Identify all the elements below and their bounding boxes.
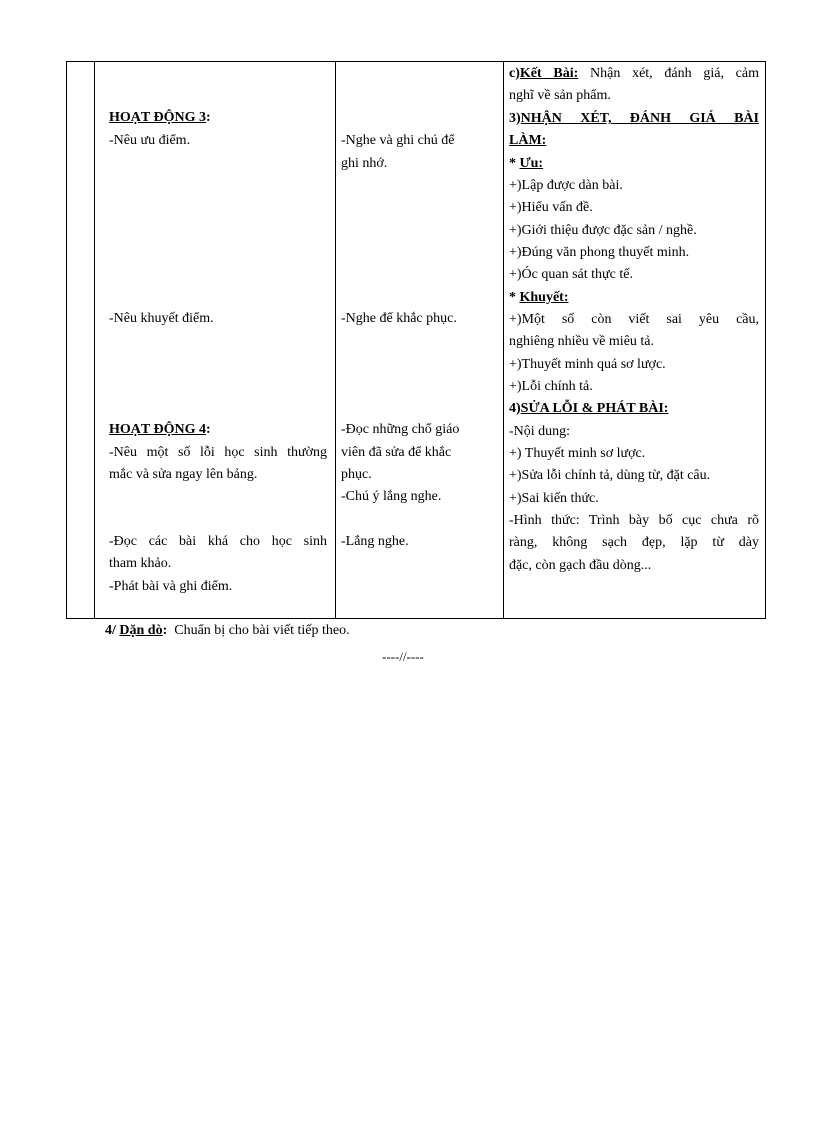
conclusion-cont: nghĩ về sản phẩm.: [509, 88, 611, 103]
weakness-item: +)Một số còn viết sai yêu cầu,: [509, 312, 759, 327]
strength-item: +)Lập được dàn bài.: [509, 178, 623, 193]
column-divider-1: [94, 62, 95, 618]
weakness-item: +)Thuyết minh quá sơ lược.: [509, 357, 666, 372]
activity-4-item-1-cont: mắc và sửa ngay lên bảng.: [109, 467, 258, 482]
activity-4-item-1: -Nêu một số lỗi học sinh thường: [109, 445, 327, 460]
weakness-item: +)Lỗi chính tả.: [509, 379, 593, 394]
student-item-1-cont: ghi nhớ.: [341, 156, 388, 171]
content-item: +) Thuyết minh sơ lược.: [509, 446, 646, 461]
student-item-4: -Chú ý lắng nghe.: [341, 489, 442, 504]
homework-note: 4/ Dặn dò: Chuẩn bị cho bài viết tiếp theo.: [105, 623, 350, 638]
student-item-3: -Đọc những chổ giáo: [341, 422, 460, 437]
activity-4-item-2-cont: tham khảo.: [109, 556, 172, 571]
strength-item: +)Hiểu vấn đề.: [509, 200, 593, 215]
end-separator: ----//----: [382, 649, 424, 664]
activity-3-strengths: -Nêu ưu điểm.: [109, 133, 191, 148]
content-item: +)Sửa lỗi chính tả, dùng từ, đặt câu.: [509, 468, 711, 483]
content-label: -Nội dung:: [509, 424, 571, 439]
student-item-3-cont: viên đã sửa để khắc: [341, 445, 452, 460]
strength-item: +)Óc quan sát thực tế.: [509, 267, 633, 282]
weakness-item-cont: nghiêng nhiều về miêu tả.: [509, 334, 655, 349]
student-item-1: -Nghe và ghi chú để: [341, 133, 455, 148]
column-divider-3: [503, 62, 504, 618]
strength-item: +)Đúng văn phong thuyết minh.: [509, 245, 690, 260]
activity-4-heading: HOẠT ĐỘNG 4:: [109, 422, 211, 437]
activity-3-heading: HOẠT ĐỘNG 3:: [109, 110, 211, 125]
conclusion-line: c)Kết Bài: Nhận xét, đánh giá, cảm: [509, 66, 760, 81]
content-item: +)Sai kiến thức.: [509, 491, 599, 506]
section-3-title: 3)NHẬN XÉT, ĐÁNH GIÁ BÀI: [509, 111, 759, 126]
activity-4-item-2: -Đọc các bài khá cho học sinh: [109, 534, 327, 549]
strengths-label: * Ưu:: [509, 156, 544, 171]
activity-3-weaknesses: -Nêu khuyết điểm.: [109, 311, 214, 326]
lesson-table: [66, 61, 766, 619]
student-item-5: -Lắng nghe.: [341, 534, 409, 549]
student-item-2: -Nghe để khắc phục.: [341, 311, 457, 326]
weaknesses-label: * Khuyết:: [509, 290, 569, 305]
format-line-cont2: đặc, còn gạch đầu dòng...: [509, 558, 652, 573]
column-divider-2: [335, 62, 336, 618]
format-line-cont: ràng, không sạch đẹp, lặp từ dày: [509, 535, 759, 550]
format-line: -Hình thức: Trình bày bố cục chưa rõ: [509, 513, 759, 528]
strength-item: +)Giới thiệu được đặc sản / nghề.: [509, 223, 697, 238]
section-3-title-cont: LÀM:: [509, 133, 547, 148]
activity-4-item-3: -Phát bài và ghi điểm.: [109, 579, 233, 594]
student-item-3-cont2: phục.: [341, 467, 372, 482]
section-4-title: 4)SỬA LỖI & PHÁT BÀI:: [509, 401, 669, 416]
